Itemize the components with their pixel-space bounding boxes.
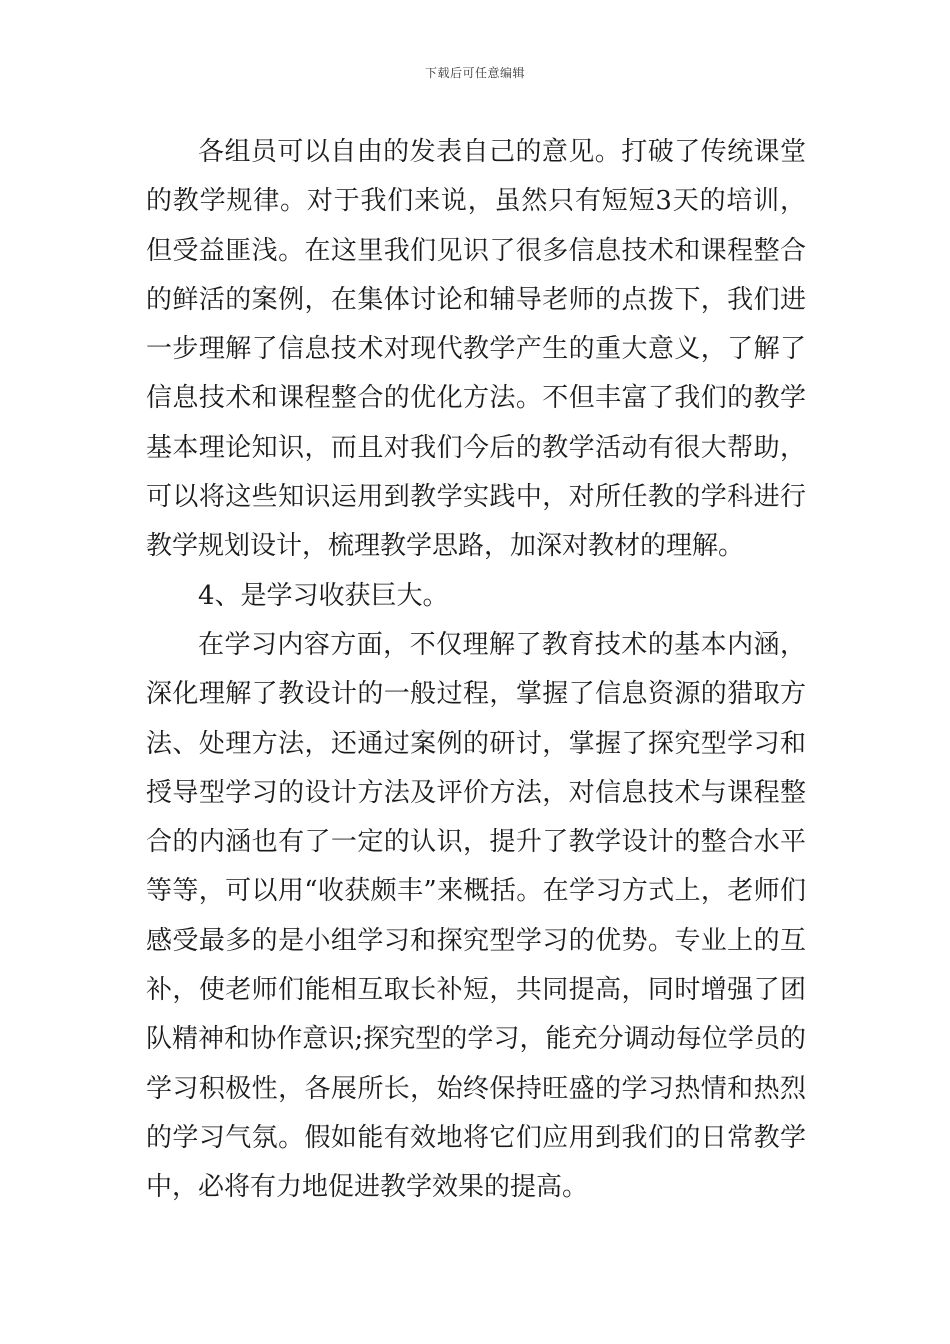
paragraph-training-benefits: 各组员可以自由的发表自己的意见。打破了传统课堂的教学规律。对于我们来说，虽然只有短短3天的培训，但受益匪浅。在这里我们见识了很多信息技术和课程整合的鲜活的案例，在集体讨论和辅导老师的点拨下，我们进一步理解了信息技术对现代教学产生的重大意义，了解了信息技术和课程整合的优化方法。不但丰富了我们的教学基本理论知识，而且对我们今后的教学活动有很大帮助，可以将这些知识运用到教学实践中，对所任教的学科进行教学规划设计，梳理教学思路，加深对教材的理解。 bbox=[146, 137, 806, 562]
paragraph-section-heading: 4、是学习收获巨大。 bbox=[198, 580, 449, 611]
paragraph-learning-gains: 在学习内容方面，不仅理解了教育技术的基本内涵，深化理解了教设计的一般过程，掌握了信息资源的猎取方法、处理方法，还通过案例的研讨，掌握了探究型学习和授导型学习的设计方法及评价方法，对信息技术与课程整合的内涵也有了一定的认识，提升了教学设计的整合水平等等，可以用“收获颇丰”来概括。在学习方式上，老师们感受最多的是小组学习和探究型学习的优势。专业上的互补，使老师们能相互取长补短，共同提高，同时增强了团队精神和协作意识;探究型的学习，能充分调动每位学员的学习积极性，各展所长，始终保持旺盛的学习热情和热烈的学习气氛。假如能有效地将它们应用到我们的日常教学中，必将有力地促进教学效果的提高。 bbox=[146, 629, 806, 1203]
header-note: 下载后可任意编辑 bbox=[424, 66, 525, 80]
document-body bbox=[146, 128, 806, 1213]
